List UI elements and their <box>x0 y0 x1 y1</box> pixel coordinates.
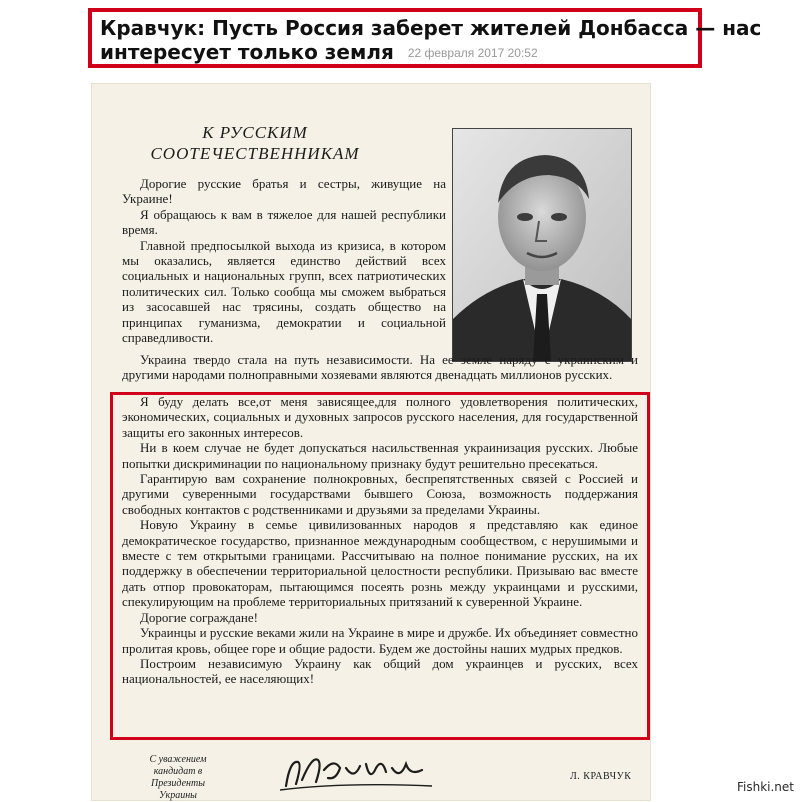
signer-name: Л. КРАВЧУК <box>570 771 632 782</box>
paragraph: Дорогие сограждане! <box>140 609 258 625</box>
leaflet-title-line2: СООТЕЧЕСТВЕННИКАМ <box>150 144 360 163</box>
signoff-line1: С уважением <box>149 754 207 765</box>
paragraph: Гарантирую вам сохранение полнокровных, беспрепятственных связей с Россией и другими суверенными государствами бывшего Союза, возможность поддержания свободных контактов с родственниками и друзьями за пределами Украины. <box>122 471 638 517</box>
signoff-line2: кандидат в Президенты <box>150 766 205 789</box>
paragraph: Построим независимую Украину как общий дом украинцев и русских, всех национальностей, ее населяющих! <box>122 655 638 687</box>
paragraph: Я обращаюсь к вам в тяжелое для нашей республики время. <box>122 206 446 238</box>
leaflet-title <box>116 122 394 164</box>
handwritten-signature <box>272 750 442 796</box>
paragraph: Главной предпосылкой выхода из кризиса, в котором мы оказались, является единство действий всех социальных и национальных групп, всех патриотических политических сил. Только сообща мы сможем выбраться из засосавшей нас трясины, создать общество на принципах гуманизма, демократии и социальной справедливости. <box>122 237 446 346</box>
paragraph: Украинцы и русские веками жили на Украине в мире и дружбе. Их объединяет совместно пролитая кровь, общее горе и общие радости. Будем же достойны наших мудрых предков. <box>122 625 638 656</box>
headline-title-line2-text[interactable]: интересует только земля <box>100 40 394 64</box>
paragraph: Украина твердо стала на путь независимости. На ее земле наряду с украинским и другими народами полноправными хозяевами являются двенадцать миллионов русских. <box>122 352 638 383</box>
headline-title-line1[interactable]: Кравчук: Пусть Россия заберет жителей Донбасса — нас <box>100 16 762 40</box>
paragraph: Новую Украину в семье цивилизованных народов я представляю как единое демократическое государство, признанное международным сообществом, с нерушимыми и вместе с тем открытыми границами. Рассчитываю на полное понимание русских, на их поддержку в обеспечении территориальной целостности республики. Призываю вас вместе дать отпор провокаторам, пытающимся посеять рознь между украинцами и русскими, спекулирующим на проблеме территориальных притязаний к суверенной Украине. <box>122 517 638 610</box>
portrait-photo <box>452 128 632 362</box>
signoff-line3: Украины <box>159 790 197 801</box>
signoff <box>142 754 214 802</box>
paragraph: Я буду делать все,от меня зависящее,для полного удовлетворения политических, экономических, социальных и духовных запросов русского населения, для государственной защиты его законных интересов. <box>122 394 638 440</box>
intro-column <box>122 176 446 345</box>
headline-title-line2[interactable] <box>100 40 690 65</box>
independence-paragraph <box>122 352 638 383</box>
highlighted-text <box>122 394 638 687</box>
paragraph: Дорогие русские братья и сестры, живущие на Украине! <box>122 176 446 207</box>
headline-box <box>88 8 762 68</box>
publish-date: 22 февраля 2017 20:52 <box>407 46 538 60</box>
paragraph: Ни в коем случае не будет допускаться насильственная украинизация русских. Любые попытки дискриминации по национальному признаку будут решительно пресекаться. <box>122 440 638 471</box>
watermark: Fishki.net <box>736 780 794 794</box>
leaflet-title-line1: К РУССКИМ <box>202 123 308 142</box>
